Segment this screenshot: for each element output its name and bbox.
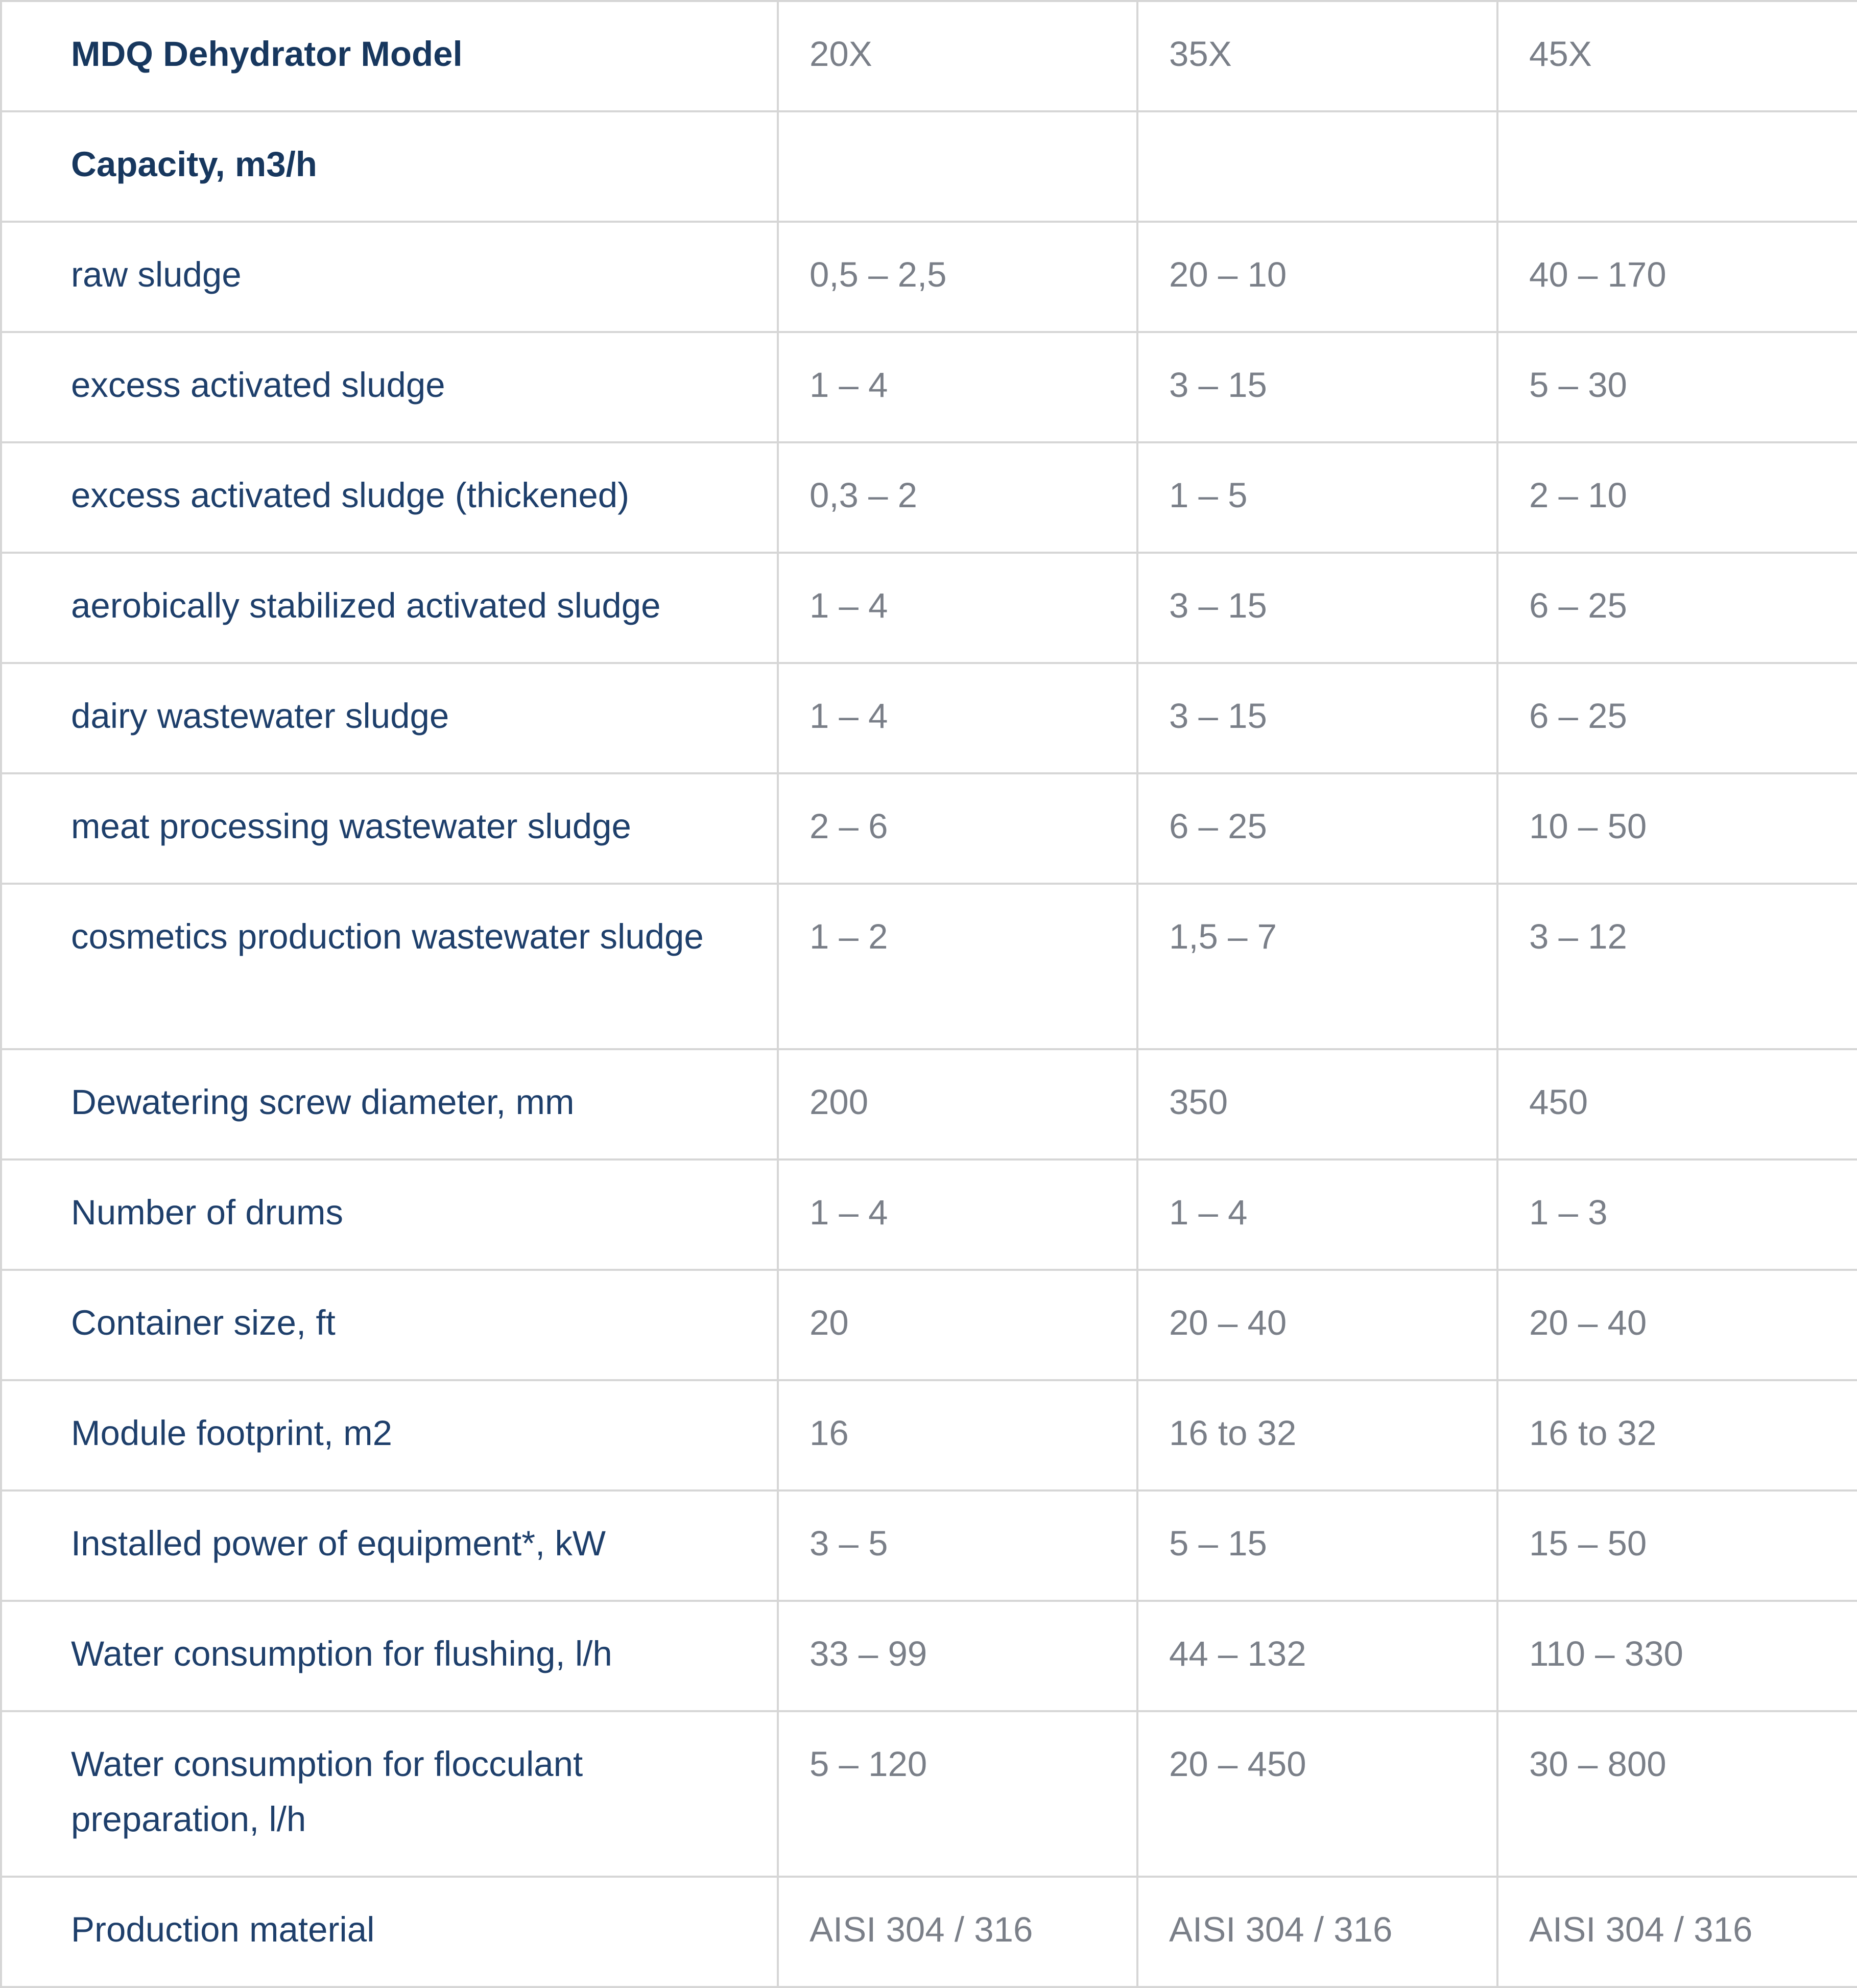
cell-20x: 33 – 99 bbox=[778, 1601, 1137, 1711]
section-label: Capacity, m3/h bbox=[1, 111, 778, 222]
cell-45x: AISI 304 / 316 bbox=[1497, 1877, 1857, 1987]
empty-cell bbox=[1137, 111, 1497, 222]
table-row bbox=[1, 1601, 1857, 1711]
row-label: aerobically stabilized activated sludge bbox=[1, 553, 778, 663]
table-row bbox=[1, 442, 1857, 553]
section-row-capacity bbox=[1, 111, 1857, 222]
cell-45x: 5 – 30 bbox=[1497, 332, 1857, 442]
table-row bbox=[1, 884, 1857, 1049]
cell-35x: 16 to 32 bbox=[1137, 1380, 1497, 1490]
table-row bbox=[1, 1159, 1857, 1270]
row-label: meat processing wastewater sludge bbox=[1, 773, 778, 884]
row-label: excess activated sludge bbox=[1, 332, 778, 442]
cell-45x: 1 – 3 bbox=[1497, 1159, 1857, 1270]
cell-20x: AISI 304 / 316 bbox=[778, 1877, 1137, 1987]
cell-20x: 1 – 4 bbox=[778, 553, 1137, 663]
cell-20x: 0,3 – 2 bbox=[778, 442, 1137, 553]
row-label: dairy wastewater sludge bbox=[1, 663, 778, 773]
cell-20x: 0,5 – 2,5 bbox=[778, 222, 1137, 332]
cell-45x: 3 – 12 bbox=[1497, 884, 1857, 1049]
cell-35x: 1 – 5 bbox=[1137, 442, 1497, 553]
empty-cell bbox=[1497, 111, 1857, 222]
row-label: Container size, ft bbox=[1, 1270, 778, 1380]
cell-20x: 3 – 5 bbox=[778, 1490, 1137, 1601]
model-45x: 45X bbox=[1497, 1, 1857, 111]
cell-20x: 16 bbox=[778, 1380, 1137, 1490]
cell-45x: 40 – 170 bbox=[1497, 222, 1857, 332]
header-row bbox=[1, 1, 1857, 111]
cell-20x: 1 – 4 bbox=[778, 663, 1137, 773]
model-35x: 35X bbox=[1137, 1, 1497, 111]
cell-45x: 450 bbox=[1497, 1049, 1857, 1159]
cell-20x: 1 – 4 bbox=[778, 1159, 1137, 1270]
row-label: Module footprint, m2 bbox=[1, 1380, 778, 1490]
cell-35x: 6 – 25 bbox=[1137, 773, 1497, 884]
row-label: raw sludge bbox=[1, 222, 778, 332]
row-label: Number of drums bbox=[1, 1159, 778, 1270]
cell-35x: 3 – 15 bbox=[1137, 553, 1497, 663]
table-row bbox=[1, 1380, 1857, 1490]
cell-35x: AISI 304 / 316 bbox=[1137, 1877, 1497, 1987]
cell-45x: 6 – 25 bbox=[1497, 663, 1857, 773]
row-label: Water consumption for flushing, l/h bbox=[1, 1601, 778, 1711]
row-label: Production material bbox=[1, 1877, 778, 1987]
table-row bbox=[1, 773, 1857, 884]
cell-45x: 110 – 330 bbox=[1497, 1601, 1857, 1711]
cell-35x: 1,5 – 7 bbox=[1137, 884, 1497, 1049]
row-label: Dewatering screw diameter, mm bbox=[1, 1049, 778, 1159]
cell-35x: 20 – 10 bbox=[1137, 222, 1497, 332]
cell-20x: 5 – 120 bbox=[778, 1711, 1137, 1877]
cell-20x: 200 bbox=[778, 1049, 1137, 1159]
cell-35x: 5 – 15 bbox=[1137, 1490, 1497, 1601]
cell-35x: 20 – 40 bbox=[1137, 1270, 1497, 1380]
cell-20x: 20 bbox=[778, 1270, 1137, 1380]
table-row bbox=[1, 553, 1857, 663]
cell-45x: 2 – 10 bbox=[1497, 442, 1857, 553]
cell-35x: 350 bbox=[1137, 1049, 1497, 1159]
row-label: excess activated sludge (thickened) bbox=[1, 442, 778, 553]
table-row bbox=[1, 1877, 1857, 1987]
cell-45x: 16 to 32 bbox=[1497, 1380, 1857, 1490]
header-label: MDQ Dehydrator Model bbox=[1, 1, 778, 111]
empty-cell bbox=[778, 111, 1137, 222]
row-label: Installed power of equipment*, kW bbox=[1, 1490, 778, 1601]
table-row bbox=[1, 1049, 1857, 1159]
cell-20x: 2 – 6 bbox=[778, 773, 1137, 884]
cell-20x: 1 – 4 bbox=[778, 332, 1137, 442]
model-20x: 20X bbox=[778, 1, 1137, 111]
cell-35x: 3 – 15 bbox=[1137, 332, 1497, 442]
cell-35x: 1 – 4 bbox=[1137, 1159, 1497, 1270]
table-row bbox=[1, 222, 1857, 332]
table-row bbox=[1, 1490, 1857, 1601]
cell-35x: 3 – 15 bbox=[1137, 663, 1497, 773]
cell-45x: 6 – 25 bbox=[1497, 553, 1857, 663]
cell-45x: 30 – 800 bbox=[1497, 1711, 1857, 1877]
row-label: Water consumption for flocculant preparation, l/h bbox=[1, 1711, 778, 1877]
cell-45x: 20 – 40 bbox=[1497, 1270, 1857, 1380]
table-row bbox=[1, 1270, 1857, 1380]
cell-35x: 44 – 132 bbox=[1137, 1601, 1497, 1711]
table-row bbox=[1, 663, 1857, 773]
cell-35x: 20 – 450 bbox=[1137, 1711, 1497, 1877]
cell-45x: 10 – 50 bbox=[1497, 773, 1857, 884]
row-label: cosmetics production wastewater sludge bbox=[1, 884, 778, 1049]
table-row bbox=[1, 332, 1857, 442]
cell-20x: 1 – 2 bbox=[778, 884, 1137, 1049]
cell-45x: 15 – 50 bbox=[1497, 1490, 1857, 1601]
table-row bbox=[1, 1711, 1857, 1877]
